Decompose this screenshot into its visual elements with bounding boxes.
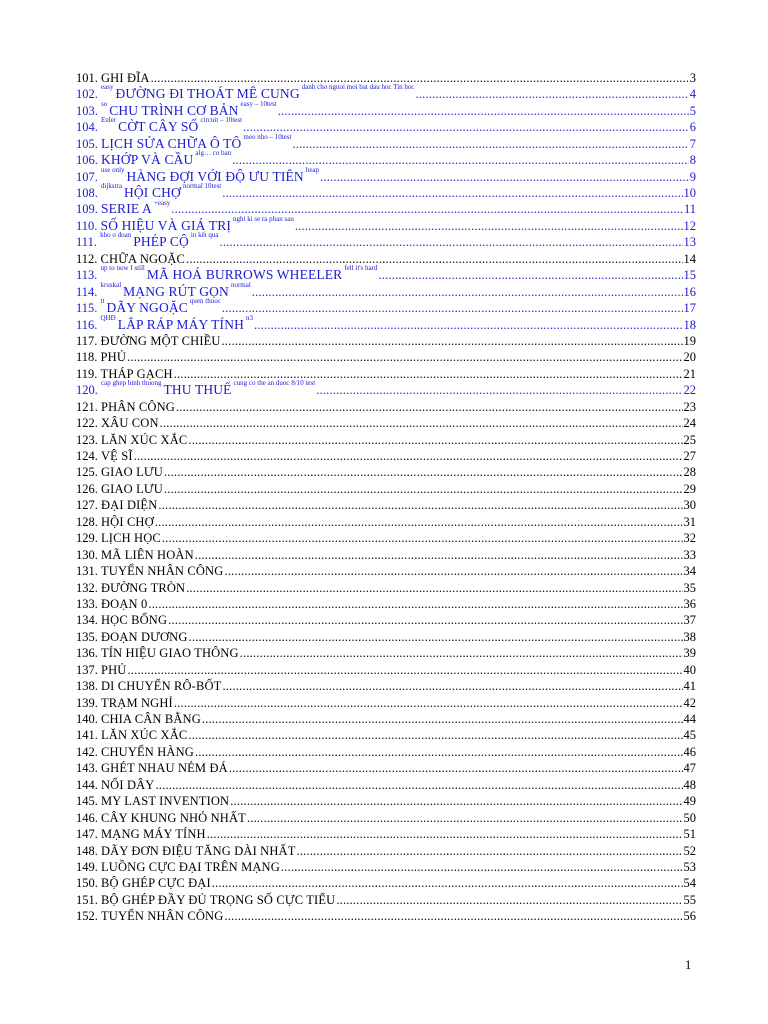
toc-entry-number: 106. — [76, 153, 98, 168]
toc-entry-page: 6 — [689, 120, 696, 135]
toc-entry-annotation-after: circuit – 10test — [200, 116, 243, 125]
toc-entry-annotation-after: normal 10test — [182, 182, 222, 191]
toc-entry-page: 40 — [683, 662, 696, 677]
toc-entry-number: 134. — [76, 613, 98, 628]
toc-entry-page: 16 — [683, 284, 696, 299]
dot-leader — [151, 72, 689, 85]
toc-entry-number: 130. — [76, 547, 98, 562]
toc-entry[interactable] — [76, 627, 696, 643]
toc-entry[interactable] — [76, 430, 696, 446]
dot-leader — [207, 828, 683, 841]
toc-entry-annotation-before: easy — [101, 83, 114, 92]
toc-entry[interactable] — [76, 117, 696, 133]
toc-entry-page: 8 — [689, 153, 696, 168]
toc-entry[interactable] — [76, 183, 696, 199]
toc-entry-page: 44 — [683, 712, 696, 726]
toc-entry-title: MÃ HOÁ BURROWS WHEELER — [146, 267, 343, 283]
toc-entry-title: MẠNG MÁY TÍNH — [101, 827, 206, 842]
dot-leader — [186, 582, 682, 595]
toc-entry-number: 132. — [76, 580, 98, 595]
toc-entry-number: 140. — [76, 712, 98, 726]
toc-entry-page: 20 — [683, 350, 696, 365]
toc-entry-title: CHUYỂN HÀNG — [101, 744, 194, 759]
dot-leader — [164, 483, 683, 496]
toc-entry-page: 24 — [683, 416, 696, 431]
dot-leader — [186, 253, 682, 266]
toc-entry[interactable] — [76, 167, 696, 183]
toc-entry-title: SERIE A — [101, 201, 152, 217]
toc-entry-title: CỜT CÂY SỐ — [118, 119, 199, 135]
toc-entry-annotation-after: nghi ki se ra phan sau — [233, 214, 294, 223]
dot-leader — [281, 861, 683, 874]
toc-entry-annotation-after: +easy — [153, 198, 171, 207]
toc-entry-page: 39 — [683, 646, 696, 661]
toc-entry-annotation-after: in kết qua — [190, 231, 219, 240]
dot-leader — [220, 236, 683, 249]
toc-entry-title: LUỒNG CỰC ĐẠI TRÊN MẠNG — [101, 859, 280, 874]
toc-entry-page: 50 — [683, 810, 696, 825]
toc-entry-number: 150. — [76, 876, 98, 891]
toc-entry-title: ĐƯỜNG TRÒN — [101, 580, 186, 595]
toc-entry[interactable] — [76, 742, 696, 758]
toc-entry-page: 22 — [683, 383, 696, 398]
toc-entry-title: HỘI CHỢ — [101, 514, 154, 529]
toc-entry-title: GIAO LƯU — [101, 465, 163, 480]
toc-entry-title: PHÂN CÔNG — [101, 399, 175, 414]
toc-entry-page: 31 — [683, 514, 696, 529]
toc-entry-annotation-after: normal — [230, 280, 251, 289]
toc-entry-title: TRẠM NGHỈ — [101, 695, 173, 710]
dot-leader — [127, 351, 682, 364]
toc-entry-number: 104. — [76, 120, 98, 135]
toc-entry-title: DI CHUYỂN RÔ-BỐT — [101, 679, 222, 694]
toc-entry[interactable] — [76, 660, 696, 676]
toc-entry[interactable] — [76, 298, 696, 314]
toc-entry-number: 131. — [76, 564, 98, 579]
toc-entry-page: 56 — [683, 909, 696, 924]
toc-entry-number: 114. — [76, 284, 98, 299]
dot-leader — [164, 466, 683, 479]
toc-entry-number: 102. — [76, 87, 98, 102]
toc-entry[interactable] — [76, 84, 696, 100]
toc-entry-page: 51 — [683, 827, 696, 842]
toc-entry-page: 14 — [683, 251, 696, 266]
toc-entry-title: VỆ SĨ — [101, 449, 133, 463]
dot-leader — [224, 565, 682, 578]
toc-entry-number: 112. — [76, 251, 98, 266]
dot-leader — [230, 795, 682, 808]
toc-entry-title: CHU TRÌNH CƠ BẢN — [109, 102, 239, 118]
toc-entry[interactable] — [76, 347, 696, 363]
toc-entry-annotation-after: heap — [305, 165, 320, 174]
toc-entry[interactable] — [76, 808, 696, 824]
dot-leader — [189, 631, 683, 644]
toc-entry-number: 121. — [76, 399, 98, 414]
dot-leader — [378, 269, 682, 282]
toc-entry-page: 48 — [683, 777, 696, 792]
toc-entry-number: 135. — [76, 629, 98, 644]
dot-leader — [224, 910, 682, 923]
toc-entry-page: 21 — [683, 366, 696, 381]
toc-entry-number: 124. — [76, 449, 98, 463]
toc-entry-page: 28 — [683, 465, 696, 480]
toc-entry-title: PHỦ — [100, 350, 127, 365]
toc-entry-number: 105. — [76, 136, 98, 151]
toc-entry-title: BỘ GHÉP ĐẦY ĐỦ TRỌNG SỐ CỰC TIỂU — [101, 892, 336, 907]
dot-leader — [155, 516, 683, 529]
toc-entry[interactable] — [76, 380, 696, 396]
toc-entry-page: 49 — [683, 794, 696, 809]
toc-entry-number: 120. — [76, 383, 98, 398]
toc-entry-page: 47 — [683, 761, 696, 776]
dot-leader — [188, 729, 682, 742]
toc-entry-annotation-after: meo nho – 10test — [243, 132, 292, 141]
toc-entry-title: ĐOẠN DƯƠNG — [101, 629, 188, 644]
dot-leader — [195, 746, 683, 759]
toc-entry[interactable] — [76, 249, 696, 265]
toc-entry-title: THÁP GẠCH — [100, 366, 173, 381]
toc-entry-page: 7 — [689, 136, 696, 151]
toc-entry-title: TUYỂN NHÂN CÔNG — [101, 564, 224, 579]
toc-entry[interactable] — [76, 528, 696, 544]
toc-entry-title: LỊCH HỌC — [101, 531, 161, 546]
toc-entry-title: ĐẠI DIỆN — [101, 498, 158, 513]
toc-entry-title: GIAO LƯU — [101, 481, 163, 496]
toc-entry-title: LẮP RÁP MÁY TÍNH — [117, 316, 245, 332]
toc-entry[interactable] — [76, 216, 696, 232]
toc-entry-page: 53 — [683, 859, 696, 874]
toc-entry-page: 27 — [683, 449, 696, 463]
toc-entry-title: LỊCH SỬA CHỮA Ô TÔ — [101, 135, 242, 151]
toc-entry-page: 33 — [683, 547, 696, 562]
toc-entry-number: 111. — [76, 235, 97, 250]
toc-entry[interactable] — [76, 693, 696, 709]
toc-entry-annotation-before: kho o doan — [100, 231, 132, 240]
toc-entry[interactable] — [76, 446, 696, 462]
toc-entry-title: ĐƯỜNG ĐI THOÁT MÊ CUNG — [115, 86, 300, 102]
toc-entry[interactable] — [76, 824, 696, 840]
dot-leader — [155, 779, 682, 792]
dot-leader — [295, 220, 683, 233]
toc-entry-page: 30 — [683, 498, 696, 513]
page-number: 1 — [685, 958, 692, 972]
dot-leader — [127, 664, 682, 677]
toc-entry[interactable] — [76, 150, 696, 166]
toc-entry-annotation-before: dijkstra — [101, 182, 122, 191]
table-of-contents — [76, 68, 696, 923]
dot-leader — [229, 762, 683, 775]
toc-entry-annotation-after: easy – 10test — [240, 99, 277, 108]
toc-entry-page: 15 — [683, 268, 696, 283]
dot-leader — [292, 138, 688, 151]
toc-entry-title: PHỦ — [101, 662, 127, 677]
toc-entry-number: 118. — [76, 350, 98, 365]
toc-entry-number: 108. — [76, 186, 98, 200]
toc-entry-annotation-before: Euler — [101, 116, 117, 125]
toc-entry[interactable] — [76, 906, 696, 922]
toc-entry[interactable] — [76, 791, 696, 807]
toc-entry-title: PHÉP CỘ — [133, 234, 189, 250]
toc-entry-page: 41 — [683, 679, 696, 694]
dot-leader — [320, 171, 689, 184]
toc-entry-number: 119. — [76, 366, 98, 381]
toc-entry-annotation-before: QHĐ — [100, 313, 116, 322]
toc-entry[interactable] — [76, 561, 696, 577]
toc-entry[interactable] — [76, 364, 696, 380]
toc-entry-number: 117. — [76, 333, 98, 348]
toc-entry-annotation-after: n3 — [246, 313, 254, 322]
toc-entry[interactable] — [76, 479, 696, 495]
toc-entry-title: TUYỂN NHÂN CÔNG — [101, 909, 224, 924]
toc-entry-annotation-after: alg… co ban — [195, 149, 232, 158]
toc-entry-title: ĐOẠN 0 — [101, 596, 148, 611]
toc-entry-title: CHIA CÂN BẰNG — [101, 712, 201, 726]
toc-entry[interactable] — [76, 68, 696, 84]
toc-entry-number: 115. — [76, 301, 98, 316]
toc-entry-title: HỌC BỔNG — [101, 613, 168, 628]
dot-leader — [336, 894, 682, 907]
dot-leader — [222, 302, 683, 315]
toc-entry-annotation-after: danh cho nguoi moi bat dau hoc Tin hoc — [301, 83, 415, 92]
toc-entry-page: 32 — [683, 531, 696, 546]
toc-entry-page: 37 — [683, 613, 696, 628]
dot-leader — [297, 845, 683, 858]
toc-entry-page: 55 — [683, 892, 696, 907]
toc-entry-title: MÃ LIÊN HOÀN — [101, 547, 194, 562]
dot-leader — [252, 286, 683, 299]
toc-entry-page: 18 — [683, 317, 696, 332]
toc-entry-annotation-after: fell it's hard — [344, 264, 378, 273]
toc-entry-page: 29 — [683, 481, 696, 496]
toc-entry-number: 141. — [76, 728, 98, 743]
toc-entry-number: 152. — [76, 909, 98, 924]
toc-entry-number: 101. — [76, 70, 98, 85]
dot-leader — [148, 598, 682, 611]
dot-leader — [174, 697, 683, 710]
toc-entry[interactable] — [76, 413, 696, 429]
dot-leader — [222, 680, 682, 693]
toc-entry-page: 46 — [683, 744, 696, 759]
dot-leader — [222, 187, 682, 200]
toc-entry-annotation-before: so — [101, 99, 108, 108]
toc-entry-title: THU THUẾ — [163, 382, 232, 398]
toc-entry-number: 110. — [76, 218, 98, 233]
toc-entry-title: SỐ HIỆU VÀ GIÁ TRỊ — [100, 217, 231, 233]
toc-entry-page: 23 — [683, 399, 696, 414]
toc-entry[interactable] — [76, 890, 696, 906]
toc-entry-number: 147. — [76, 827, 98, 842]
toc-entry-title: LĂN XÚC XẮC — [101, 432, 188, 447]
dot-leader — [160, 417, 683, 430]
toc-entry-number: 142. — [76, 744, 98, 759]
toc-entry-number: 146. — [76, 810, 98, 825]
toc-entry-number: 145. — [76, 794, 98, 809]
toc-entry-number: 133. — [76, 596, 98, 611]
toc-entry-number: 129. — [76, 531, 98, 546]
toc-entry-number: 122. — [76, 416, 98, 431]
toc-entry-annotation-before: use only — [101, 165, 125, 174]
toc-entry-page: 45 — [683, 728, 696, 743]
toc-entry-page: 38 — [683, 629, 696, 644]
toc-entry[interactable] — [76, 594, 696, 610]
toc-entry-number: 148. — [76, 843, 98, 858]
dot-leader — [188, 434, 682, 447]
toc-entry-number: 103. — [76, 103, 98, 118]
dot-leader — [162, 532, 683, 545]
dot-leader — [176, 401, 683, 414]
toc-entry-title: XÂU CON — [101, 416, 159, 431]
toc-entry-page: 11 — [683, 202, 696, 217]
toc-entry-page: 12 — [683, 218, 696, 233]
toc-entry[interactable] — [76, 200, 696, 216]
dot-leader — [416, 88, 689, 101]
toc-entry-title: LĂN XÚC XẮC — [101, 728, 188, 743]
toc-entry-page: 34 — [683, 564, 696, 579]
toc-entry-page: 4 — [689, 87, 696, 102]
toc-entry[interactable] — [76, 873, 696, 889]
toc-entry[interactable] — [76, 282, 696, 298]
toc-entry-page: 9 — [689, 169, 696, 184]
toc-entry[interactable] — [76, 841, 696, 857]
toc-entry[interactable] — [76, 676, 696, 692]
toc-entry-title: KHỚP VÀ CẦU — [101, 152, 194, 168]
dot-leader — [240, 647, 683, 660]
toc-entry-page: 10 — [683, 186, 696, 200]
toc-entry-title: BỘ GHÉP CỰC ĐẠI — [101, 876, 211, 891]
toc-entry[interactable] — [76, 265, 696, 281]
toc-entry-page: 19 — [683, 333, 696, 348]
toc-entry-number: 116. — [76, 317, 98, 332]
dot-leader — [168, 614, 682, 627]
toc-entry[interactable] — [76, 512, 696, 528]
toc-entry-number: 138. — [76, 679, 98, 694]
toc-entry-annotation-before: tt — [100, 297, 105, 306]
dot-leader — [316, 384, 682, 397]
dot-leader — [254, 319, 682, 332]
toc-entry-number: 136. — [76, 646, 98, 661]
toc-entry-number: 128. — [76, 514, 98, 529]
toc-entry[interactable] — [76, 578, 696, 594]
toc-entry[interactable] — [76, 232, 696, 248]
toc-entry-number: 149. — [76, 859, 98, 874]
toc-entry-title: HÀNG ĐỢI VỚI ĐỘ ƯU TIÊN — [126, 168, 304, 184]
toc-entry[interactable] — [76, 463, 696, 479]
toc-entry-page: 17 — [683, 301, 696, 316]
toc-entry[interactable] — [76, 545, 696, 561]
toc-entry[interactable] — [76, 101, 696, 117]
toc-entry[interactable] — [76, 315, 696, 331]
toc-entry[interactable] — [76, 758, 696, 774]
toc-entry-page: 25 — [683, 432, 696, 447]
toc-entry-page: 42 — [683, 695, 696, 710]
toc-entry[interactable] — [76, 495, 696, 511]
toc-entry-annotation-before: cap ghep binh thuong — [101, 379, 162, 388]
dot-leader — [222, 335, 683, 348]
toc-entry-title: CHỮA NGOẶC — [100, 251, 186, 266]
toc-entry-number: 151. — [76, 892, 98, 907]
toc-entry-number: 113. — [76, 268, 98, 283]
toc-entry-title: GHI ĐĨA — [101, 70, 150, 85]
toc-entry-page: 35 — [683, 580, 696, 595]
toc-entry-number: 123. — [76, 432, 98, 447]
dot-leader — [158, 499, 682, 512]
dot-leader — [202, 713, 683, 726]
toc-entry-title: CÂY KHUNG NHỎ NHẤT — [101, 810, 246, 825]
toc-entry-page: 54 — [683, 876, 696, 891]
toc-entry[interactable] — [76, 331, 696, 347]
toc-entry-page: 13 — [683, 235, 696, 250]
dot-leader — [247, 812, 683, 825]
toc-entry-number: 144. — [76, 777, 98, 792]
toc-entry[interactable] — [76, 134, 696, 150]
toc-entry[interactable] — [76, 610, 696, 626]
dot-leader — [243, 121, 689, 134]
toc-entry-number: 139. — [76, 695, 98, 710]
toc-entry-title: MẠNG RÚT GỌN — [123, 283, 229, 299]
toc-entry-annotation-before: kruskal — [100, 280, 122, 289]
toc-entry-number: 126. — [76, 481, 98, 496]
toc-entry-title: MY LAST INVENTION — [101, 794, 230, 809]
toc-entry-annotation-after: quen thuoc — [189, 297, 221, 306]
toc-entry[interactable] — [76, 726, 696, 742]
dot-leader — [232, 154, 689, 167]
toc-entry-title: NỐI DÂY — [101, 777, 155, 792]
toc-entry-title: HỘI CHỢ — [124, 185, 181, 200]
toc-entry[interactable] — [76, 775, 696, 791]
toc-entry-page: 5 — [689, 103, 696, 118]
toc-entry-number: 143. — [76, 761, 98, 776]
toc-entry-annotation-before: up to now I still — [100, 264, 145, 273]
toc-entry[interactable] — [76, 857, 696, 873]
toc-entry-number: 125. — [76, 465, 98, 480]
toc-entry-page: 3 — [689, 70, 696, 85]
toc-entry[interactable] — [76, 643, 696, 659]
toc-entry-number: 127. — [76, 498, 98, 513]
toc-entry-number: 107. — [76, 169, 98, 184]
toc-entry-title: DÃY ĐƠN ĐIỆU TĂNG DÀI NHẤT — [101, 843, 296, 858]
toc-entry-page: 36 — [683, 596, 696, 611]
toc-entry-annotation-after: cung co the an duoc 8/10 test — [233, 379, 316, 388]
toc-entry-title: GHÉT NHAU NÉM ĐÁ — [101, 761, 228, 776]
dot-leader — [212, 877, 683, 890]
toc-entry-title: TÍN HIỆU GIAO THÔNG — [101, 646, 239, 661]
toc-entry-number: 137. — [76, 662, 98, 677]
toc-entry-title: ĐƯỜNG MỘT CHIỀU — [100, 333, 221, 348]
dot-leader — [278, 105, 689, 118]
toc-entry[interactable] — [76, 397, 696, 413]
toc-entry-page: 52 — [683, 843, 696, 858]
toc-entry-number: 109. — [76, 202, 98, 217]
toc-entry[interactable] — [76, 709, 696, 725]
dot-leader — [134, 450, 683, 463]
dot-leader — [195, 549, 683, 562]
toc-entry-title: DÃY NGOẶC — [106, 300, 188, 316]
